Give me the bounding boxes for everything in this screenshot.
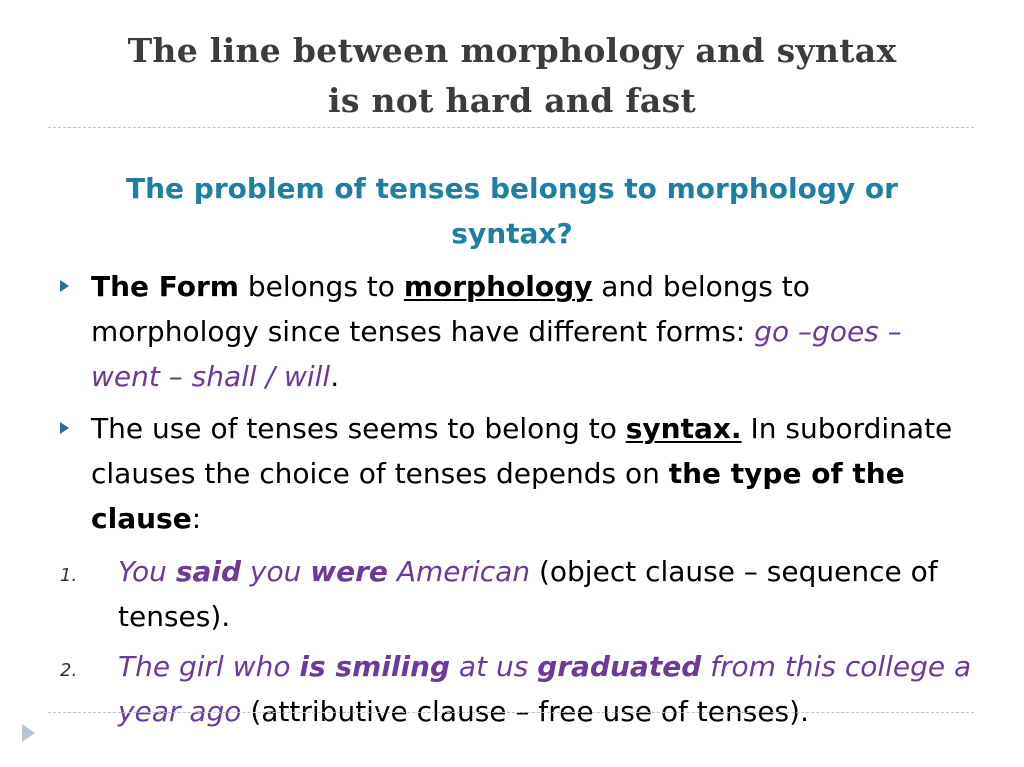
bullet-use bbox=[91, 406, 971, 541]
bullet-form-text-2: and belongs to morphology since tenses have different forms: bbox=[91, 270, 810, 348]
example-1-note: (object clause – sequence of tenses). bbox=[118, 555, 938, 633]
bullet-form-end: . bbox=[330, 360, 340, 393]
example-2-part-2: at us bbox=[450, 650, 538, 683]
bullet-use-underlined: syntax. bbox=[625, 412, 742, 445]
example-number-1: 1. bbox=[60, 565, 78, 586]
example-1 bbox=[118, 549, 974, 639]
example-2 bbox=[118, 644, 974, 734]
example-1-bold-2: were bbox=[310, 555, 388, 588]
bullet-form bbox=[91, 264, 971, 399]
example-1-bold-1: said bbox=[175, 555, 242, 588]
example-1-part-1: You bbox=[118, 555, 176, 588]
bullet-use-text-1: The use of tenses seems to belong to bbox=[91, 412, 626, 445]
bullet-form-text-1: belongs to bbox=[238, 270, 404, 303]
example-1-part-3: American bbox=[387, 555, 531, 588]
subtitle-line-1: The problem of tenses belongs to morphology or bbox=[126, 172, 898, 205]
example-number-2: 2. bbox=[60, 660, 78, 681]
bullet-use-text-2: In subordinate clauses the choice of tenses depends on bbox=[91, 412, 953, 490]
bullet-use-end: : bbox=[191, 502, 202, 535]
bullet-use-bold: the type of the clause bbox=[91, 457, 905, 535]
example-2-bold-2: graduated bbox=[537, 650, 702, 683]
slide-subtitle bbox=[70, 166, 954, 256]
example-2-part-3: from this college a year ago bbox=[118, 650, 972, 728]
slide-title-line-2: is not hard and fast bbox=[327, 81, 696, 120]
footer-divider bbox=[48, 712, 974, 713]
title-divider bbox=[48, 127, 974, 128]
subtitle-line-2: syntax? bbox=[451, 217, 573, 250]
example-1-part-2: you bbox=[241, 555, 311, 588]
bullet-form-bold: The Form bbox=[91, 270, 239, 303]
example-2-bold-1: is smiling bbox=[299, 650, 451, 683]
slide-title-line-1: The line between morphology and syntax bbox=[127, 31, 897, 70]
triangle-bullet-icon bbox=[60, 422, 69, 434]
triangle-corner-icon bbox=[22, 724, 35, 742]
bullet-form-example: go –goes – went – shall / will bbox=[91, 315, 902, 393]
example-2-part-1: The girl who bbox=[118, 650, 300, 683]
triangle-bullet-icon bbox=[60, 280, 69, 292]
slide-title bbox=[40, 26, 984, 126]
example-2-note: (attributive clause – free use of tenses). bbox=[241, 695, 809, 728]
bullet-form-underlined: morphology bbox=[403, 270, 593, 303]
